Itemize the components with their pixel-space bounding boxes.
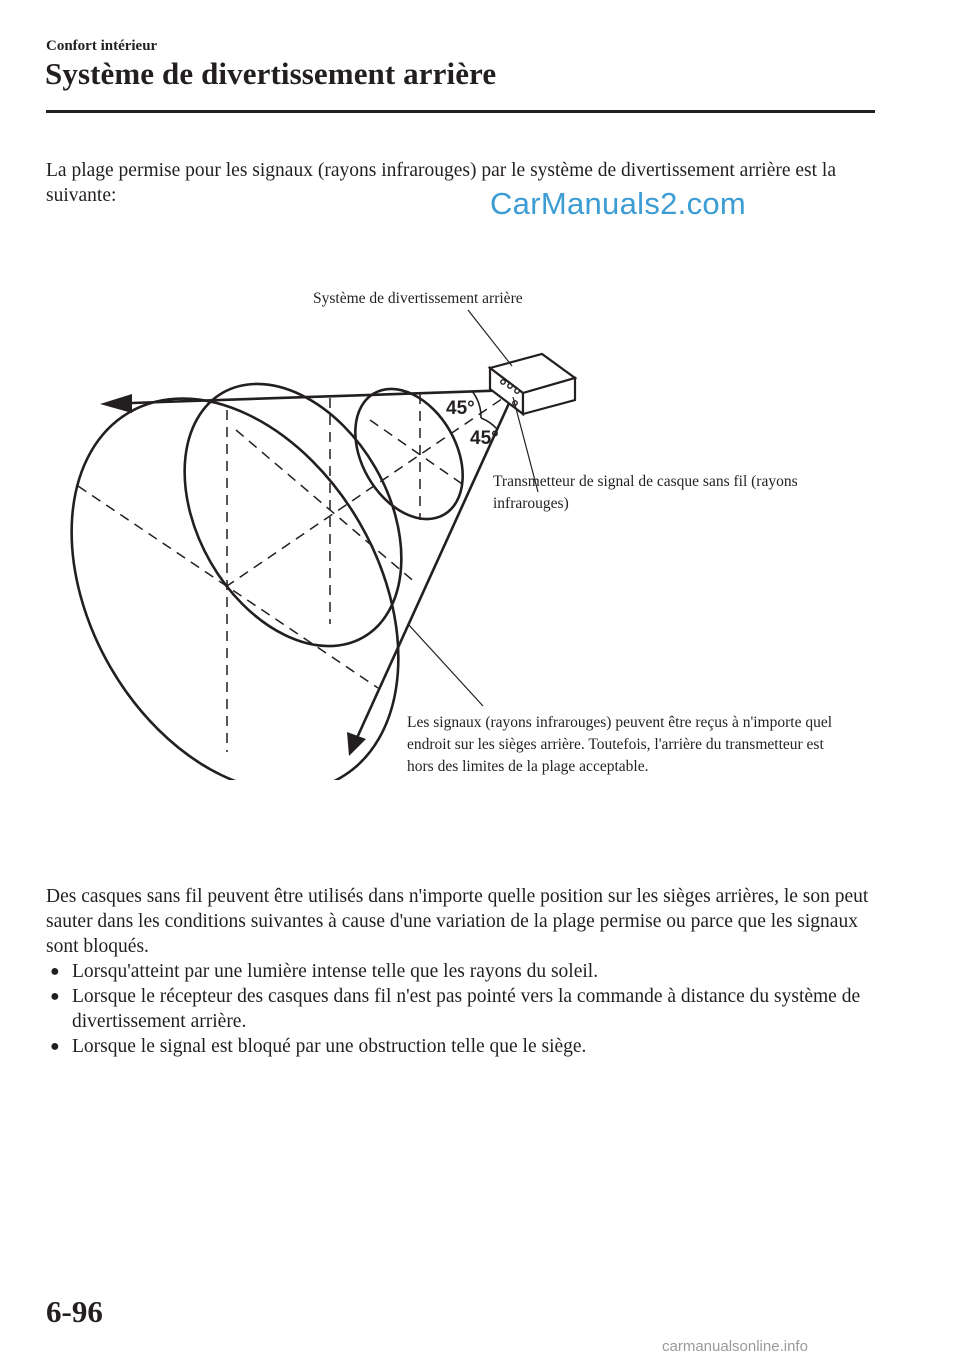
bullet-icon: ● [50,988,60,1005]
list-item [46,984,876,1034]
leader-line-signals [408,624,483,706]
list-item-text: Lorsque le signal est bloqué par une obstruction telle que le siège. [72,1036,587,1057]
bullet-icon: ● [50,963,60,980]
list-item-text: Lorsque le récepteur des casques dans fil n'est pas pointé vers la commande à distance du système de divertissement arrière. [72,986,861,1032]
page-number: 6-96 [46,1294,103,1329]
arrowhead-down [347,732,366,756]
dashed-cross-line [236,430,417,584]
list-item-text: Lorsqu'atteint par une lumière intense telle que les rayons du soleil. [72,961,599,982]
angle-label-lower: 45° [470,428,499,449]
list-item [46,959,876,984]
intro-paragraph: La plage permise pour les signaux (rayons infrarouges) par le système de divertissement arrière est la suivante: [46,160,837,206]
conditions-list [46,959,876,1059]
callout-transmitter: Transmetteur de signal de casque sans fil (rayons infrarouges) [493,473,798,512]
callout-entertainment-system: Système de divertissement arrière [313,290,523,307]
title-divider [46,110,875,113]
bullet-icon: ● [50,1038,60,1055]
angle-label-upper: 45° [446,398,475,419]
watermark-logo: CarManuals2.com [490,186,747,221]
page-title: Système de divertissement arrière [45,56,497,91]
list-item [46,1034,876,1059]
leader-line-system [468,310,512,366]
callout-signal-range: Les signaux (rayons infrarouges) peuvent être reçus à n'importe quel endroit sur les sièges arrière. Toutefois, l'arrière du transmetteur est hors des limites de la plage acceptable. [407,714,833,775]
footer-site-watermark: carmanualsonline.info [662,1338,808,1355]
section-label: Confort intérieur [46,38,158,54]
infrared-range-diagram [60,270,600,780]
arrowhead-left [100,394,132,413]
body-paragraph: Des casques sans fil peuvent être utilisés dans n'importe quelle position sur les sièges arrières, le son peut sauter dans les conditions suivantes à cause d'une variation de la plage permise ou parce que les signaux sont bloqués. [46,886,869,957]
